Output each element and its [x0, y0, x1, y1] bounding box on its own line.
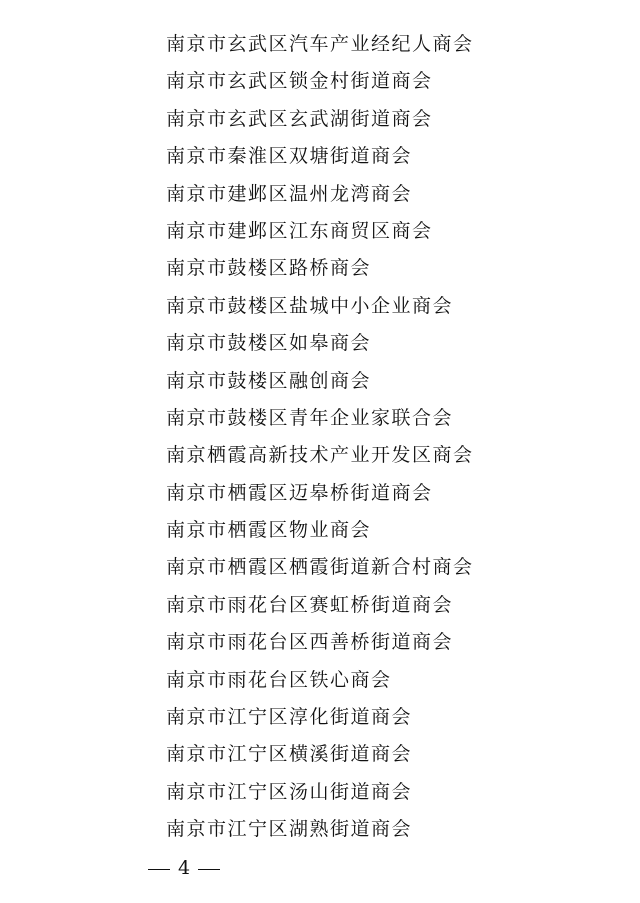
- list-item: 南京栖霞高新技术产业开发区商会: [166, 444, 474, 467]
- list-item: 南京市雨花台区赛虹桥街道商会: [166, 593, 454, 616]
- list-item: 南京市栖霞区物业商会: [166, 519, 372, 542]
- list-item: 南京市建邺区温州龙湾商会: [166, 182, 413, 205]
- list-item: 南京市雨花台区铁心商会: [166, 668, 392, 691]
- list-item: 南京市江宁区淳化街道商会: [166, 706, 413, 729]
- list-item: 南京市栖霞区迈皋桥街道商会: [166, 481, 433, 504]
- list-item: 南京市玄武区锁金村街道商会: [166, 70, 433, 93]
- page-footer: [140, 853, 228, 883]
- list-item: 南京市江宁区湖熟街道商会: [166, 818, 413, 841]
- list-item: 南京市玄武区玄武湖街道商会: [166, 107, 433, 130]
- list-item: 南京市秦淮区双塘街道商会: [166, 145, 413, 168]
- list-item: 南京市江宁区汤山街道商会: [166, 780, 413, 803]
- list-item: 南京市栖霞区栖霞街道新合村商会: [166, 556, 474, 579]
- list-item: 南京市雨花台区西善桥街道商会: [166, 631, 454, 654]
- list-item: 南京市鼓楼区青年企业家联合会: [166, 406, 454, 429]
- dash-left: [148, 869, 170, 870]
- list-item: 南京市江宁区横溪街道商会: [166, 743, 413, 766]
- dash-right: [198, 869, 220, 870]
- list-item: 南京市鼓楼区盐城中小企业商会: [166, 294, 454, 317]
- list-item: 南京市建邺区江东商贸区商会: [166, 219, 433, 242]
- page-number: 4: [178, 857, 191, 879]
- list-item: 南京市玄武区汽车产业经纪人商会: [166, 33, 474, 55]
- chamber-list: [166, 26, 474, 849]
- list-item: 南京市鼓楼区路桥商会: [166, 257, 372, 280]
- list-item: 南京市鼓楼区融创商会: [166, 369, 372, 392]
- list-item: 南京市鼓楼区如皋商会: [166, 332, 372, 355]
